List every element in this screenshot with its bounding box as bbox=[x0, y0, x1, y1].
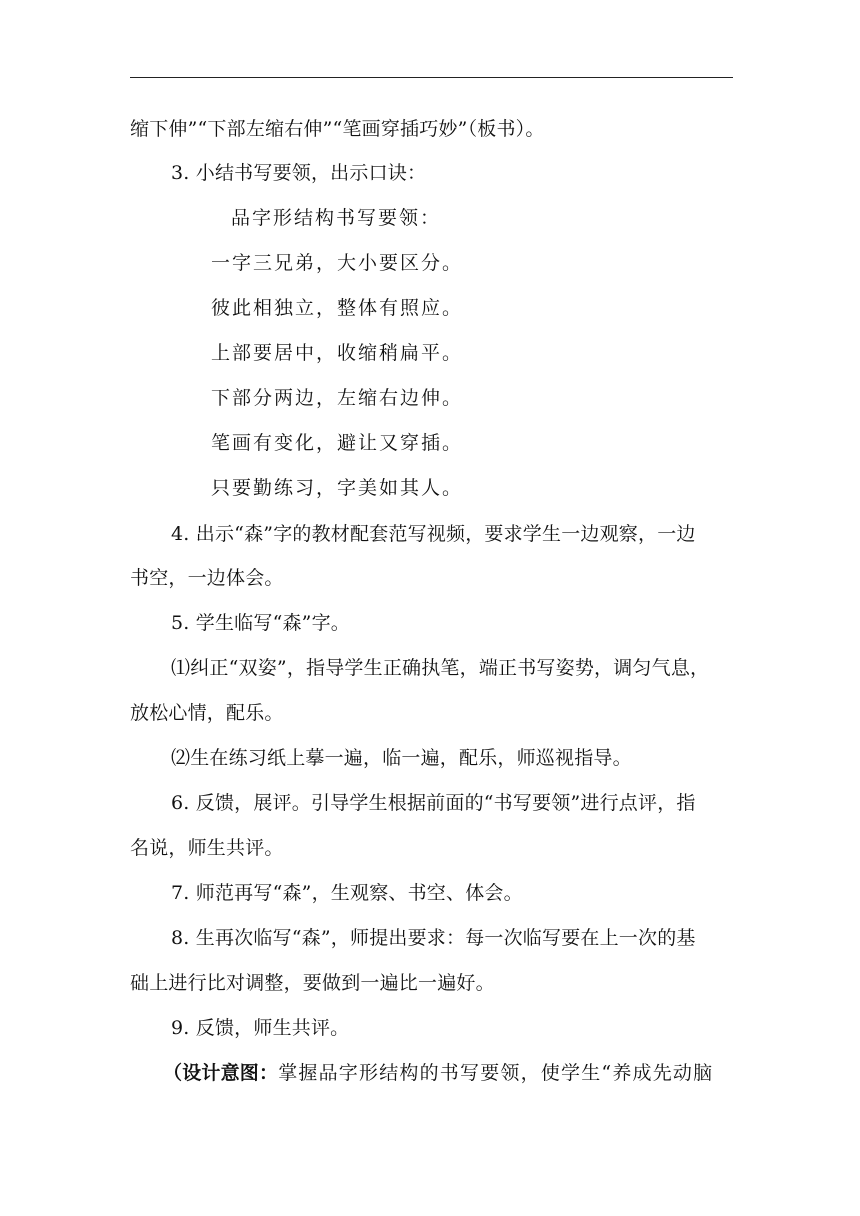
text-line-step-4b: 书空，一边体会。 bbox=[130, 567, 284, 589]
poem-line-6: 只要勤练习，字美如其人。 bbox=[211, 477, 464, 499]
text-line-step-5-1b: 放松心情，配乐。 bbox=[130, 702, 284, 724]
poem-line-3: 上部要居中，收缩稍扁平。 bbox=[211, 342, 464, 364]
design-intent-line bbox=[163, 1061, 713, 1085]
text-line-step-7: 7. 师范再写“森”，生观察、书空、体会。 bbox=[171, 882, 523, 904]
text-line-1: 缩下伸”“下部左缩右伸”“笔画穿插巧妙”（板书）。 bbox=[130, 118, 545, 140]
text-line-step-5-2: ⑵生在练习纸上摹一遍，临一遍，配乐，师巡视指导。 bbox=[171, 747, 632, 769]
text-line-step-8a: 8. 生再次临写“森”，师提出要求：每一次临写要在上一次的基 bbox=[171, 927, 696, 949]
design-intent-text: 掌握品字形结构的书写要领，使学生“养成先动脑 bbox=[278, 1062, 714, 1084]
poem-title: 品字形结构书写要领： bbox=[231, 207, 442, 229]
text-line-step-4a: 4. 出示“森”字的教材配套范写视频，要求学生一边观察，一边 bbox=[171, 523, 696, 545]
text-line-step-3: 3. 小结书写要领，出示口诀： bbox=[171, 162, 427, 184]
design-intent-label: （设计意图： bbox=[163, 1062, 279, 1084]
text-line-step-6a: 6. 反馈，展评。引导学生根据前面的“书写要领”进行点评，指 bbox=[171, 792, 696, 814]
text-line-step-5-1a: ⑴纠正“双姿”，指导学生正确执笔，端正书写姿势，调匀气息， bbox=[171, 657, 710, 679]
text-line-step-6b: 名说，师生共评。 bbox=[130, 837, 284, 859]
text-line-step-5: 5. 学生临写“森”字。 bbox=[171, 612, 350, 634]
poem-line-1: 一字三兄弟，大小要区分。 bbox=[211, 252, 464, 274]
poem-line-5: 笔画有变化，避让又穿插。 bbox=[211, 432, 464, 454]
text-line-step-9: 9. 反馈，师生共评。 bbox=[171, 1017, 350, 1039]
poem-line-4: 下部分两边，左缩右边伸。 bbox=[211, 387, 464, 409]
header-rule bbox=[130, 77, 733, 78]
text-line-step-8b: 础上进行比对调整，要做到一遍比一遍好。 bbox=[130, 972, 495, 994]
poem-line-2: 彼此相独立，整体有照应。 bbox=[211, 297, 464, 319]
